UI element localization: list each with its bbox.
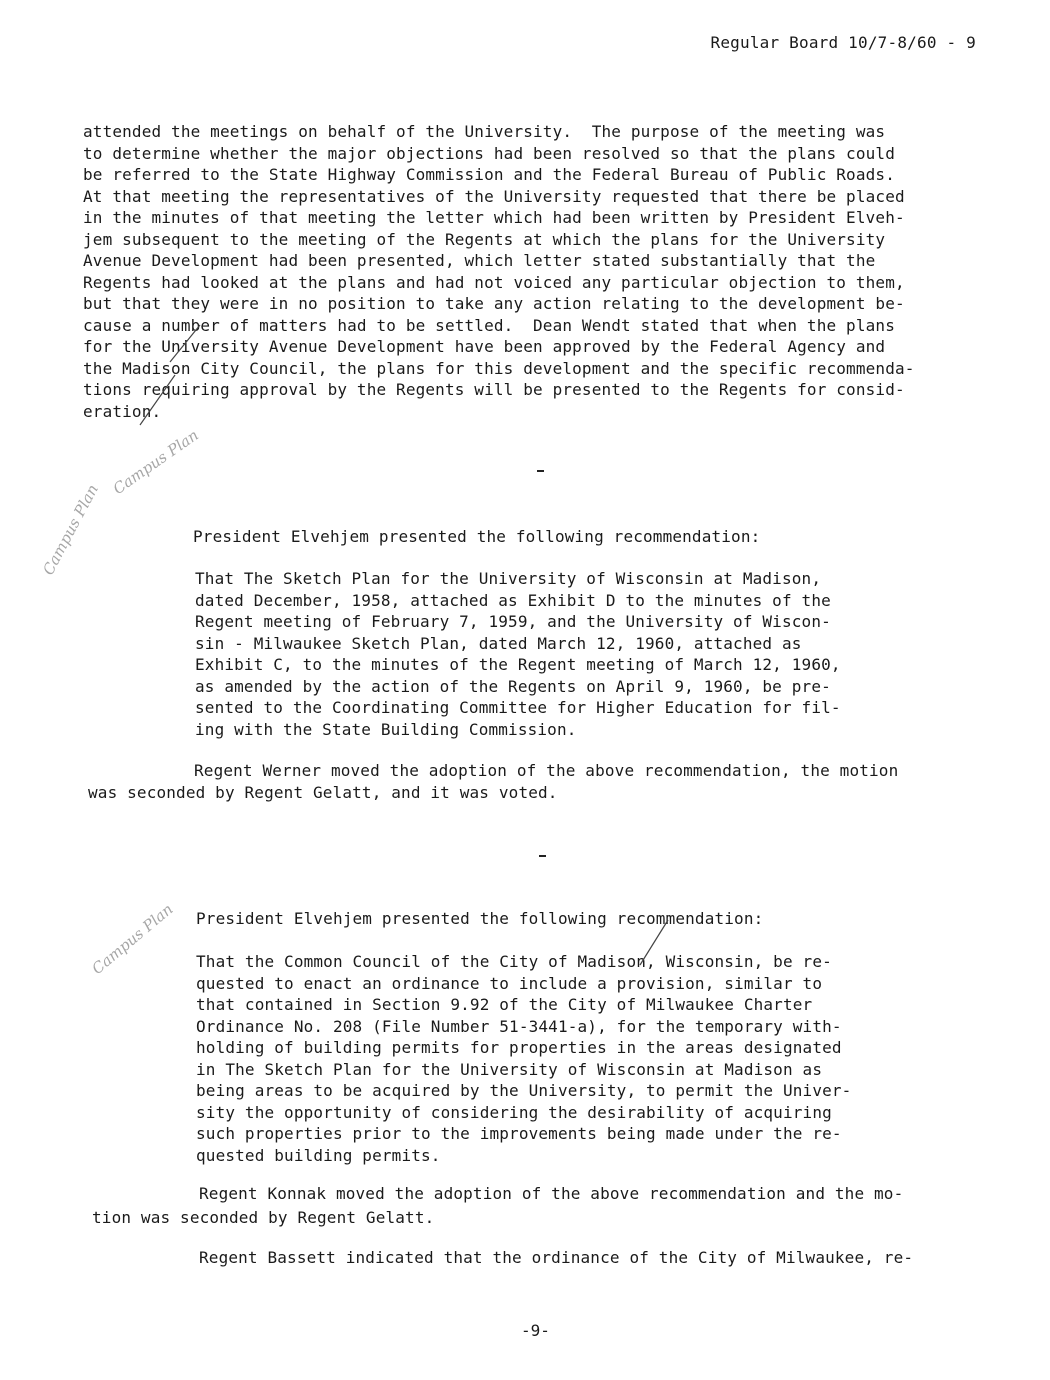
page-number: -9- <box>521 1321 550 1340</box>
text-line: for the University Avenue Development have been approved by the Federal Agency and <box>83 337 886 356</box>
text-line: Avenue Development had been presented, which letter stated substantially that the <box>83 251 876 270</box>
text-line: being areas to be acquired by the University, to permit the Univer- <box>196 1081 852 1100</box>
text-line: as amended by the action of the Regents on April 9, 1960, be pre- <box>195 676 831 696</box>
text-line: tion was seconded by Regent Gelatt. <box>92 1208 435 1227</box>
text-line: sin - Milwaukee Sketch Plan, dated March 12, 1960, attached as <box>195 633 802 653</box>
text-line: cause a number of matters had to be settled. Dean Wendt stated that when the plans <box>83 315 895 335</box>
text-line: sity the opportunity of considering the desirability of acquiring <box>196 1102 832 1122</box>
text-line: Regent meeting of February 7, 1959, and the University of Wiscon- <box>195 612 831 631</box>
text-line: Regents had looked at the plans and had not voiced any particular objection to them, <box>83 272 905 292</box>
handwritten-margin-note: Campus Plan <box>109 425 202 498</box>
text-line: such properties prior to the improvements being made under the re- <box>196 1124 842 1143</box>
text-line: dated December, 1958, attached as Exhibit D to the minutes of the <box>195 590 831 610</box>
handwritten-margin-note: Campus Plan <box>39 481 102 578</box>
closing-paragraph: Regent Bassett indicated that the ordinance of the City of Milwaukee, re- <box>199 1248 914 1267</box>
text-line: that contained in Section 9.92 of the City of Milwaukee Charter <box>196 995 813 1014</box>
text-line: the Madison City Council, the plans for this development and the specific recommenda- <box>83 358 915 378</box>
text-line: That the Common Council of the City of Madison, Wisconsin, be re- <box>196 952 832 971</box>
text-line: sented to the Coordinating Committee for Higher Education for fil- <box>195 698 841 717</box>
page-header: Regular Board 10/7-8/60 - 9 <box>710 33 976 52</box>
text-line: be referred to the State Highway Commission and the Federal Bureau of Public Roads. <box>83 165 895 184</box>
text-line: attended the meetings on behalf of the University. The purpose of the meeting was <box>83 122 886 141</box>
text-line: ing with the State Building Commission. <box>195 719 577 739</box>
text-line: eration. <box>83 401 162 421</box>
text-line: holding of building permits for properties in the areas designated <box>196 1038 842 1057</box>
text-line: to determine whether the major objections had been resolved so that the plans could <box>83 143 895 163</box>
text-line: jem subsequent to the meeting of the Regents at which the plans for the University <box>83 229 886 249</box>
text-line: was seconded by Regent Gelatt, and it was voted. <box>88 783 558 802</box>
text-line: Regent Konnak moved the adoption of the above recommendation and the mo- <box>199 1184 904 1203</box>
text-line: Exhibit C, to the minutes of the Regent meeting of March 12, 1960, <box>195 655 841 674</box>
text-line: in The Sketch Plan for the University of Wisconsin at Madison as <box>196 1059 823 1079</box>
text-line: but that they were in no position to take any action relating to the development be- <box>83 294 905 313</box>
recommendation-intro: President Elvehjem presented the following recommendation: <box>196 909 764 928</box>
text-line: That The Sketch Plan for the University of Wisconsin at Madison, <box>195 569 822 588</box>
text-line: Ordinance No. 208 (File Number 51-3441-a), for the temporary with- <box>196 1016 842 1036</box>
handwritten-margin-note: Campus Plan <box>88 900 177 978</box>
text-line: quested building permits. <box>196 1145 441 1165</box>
recommendation-intro: President Elvehjem presented the following recommendation: <box>193 527 761 546</box>
text-line: Regent Werner moved the adoption of the above recommendation, the motion <box>194 761 899 780</box>
text-line: At that meeting the representatives of the University requested that there be placed <box>83 186 905 206</box>
text-line: tions requiring approval by the Regents will be presented to the Regents for consid- <box>83 380 905 399</box>
text-line: quested to enact an ordinance to include a provision, similar to <box>196 973 823 993</box>
text-line: in the minutes of that meeting the letter which had been written by President Elveh- <box>83 208 905 227</box>
